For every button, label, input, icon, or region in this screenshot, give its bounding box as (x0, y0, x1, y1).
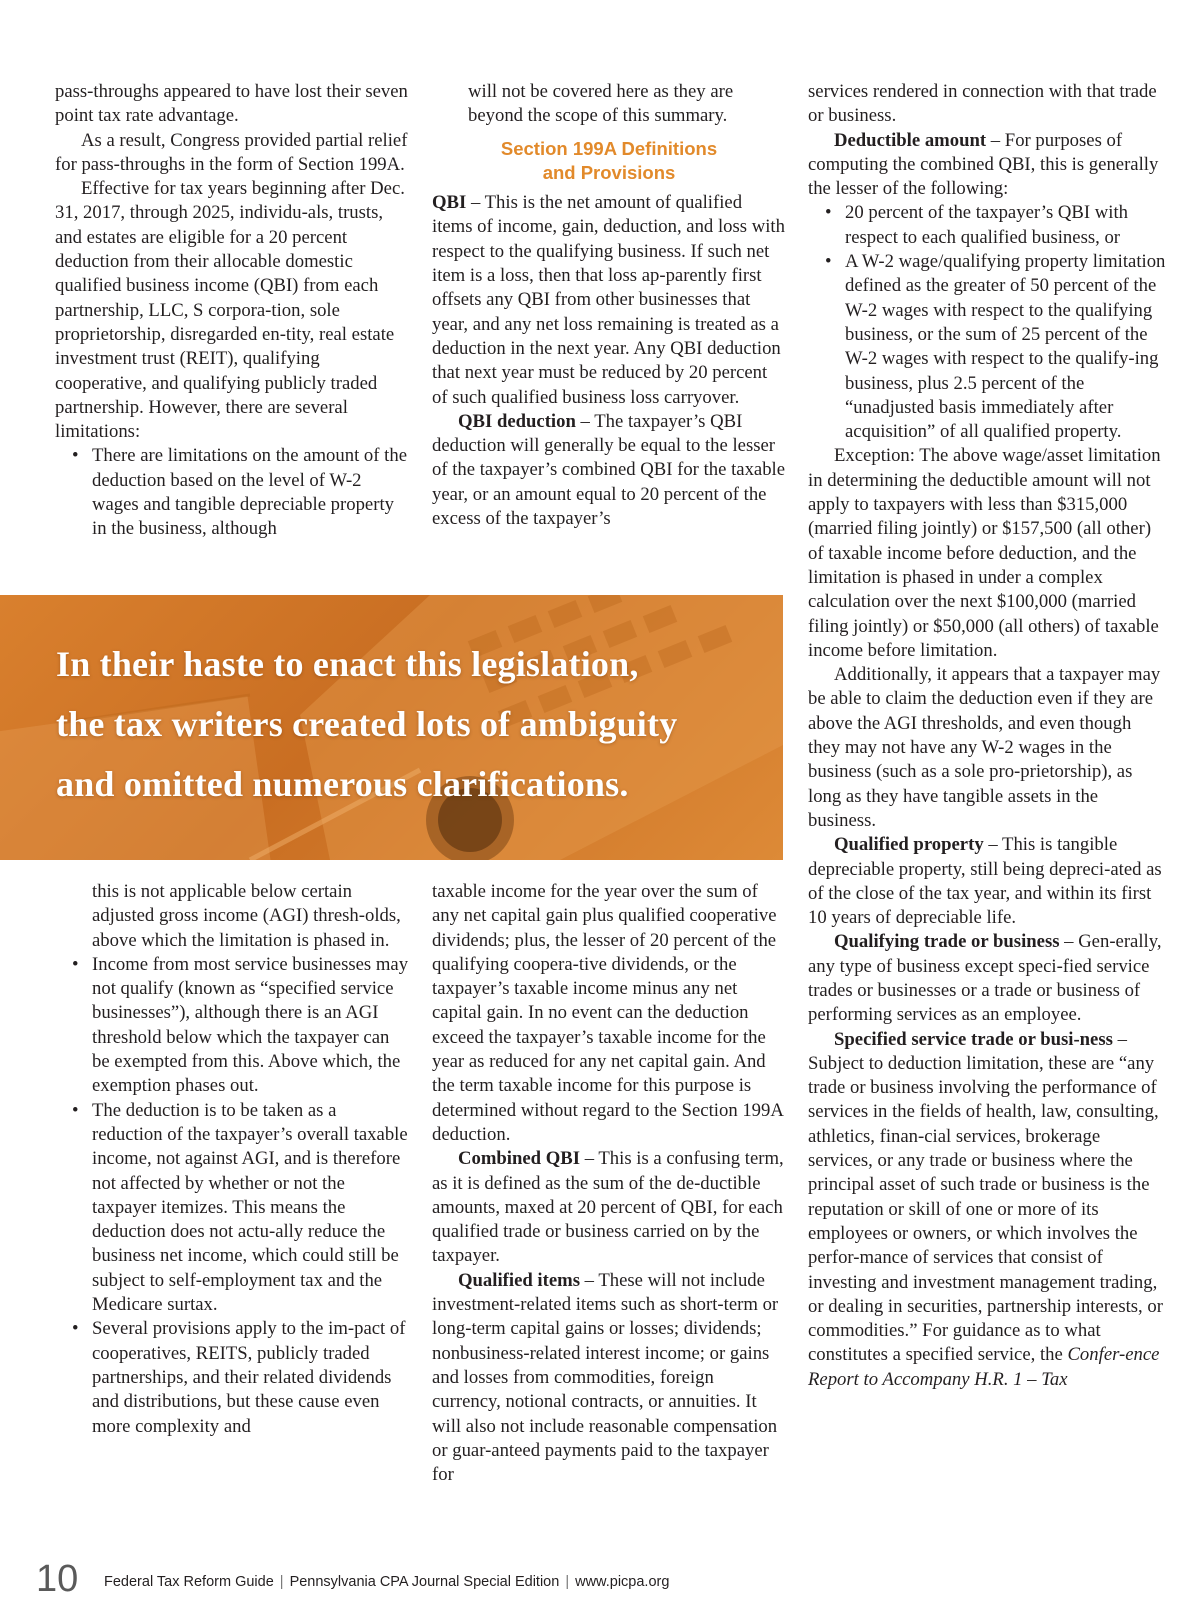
paragraph: taxable income for the year over the sum of any net capital gain plus qualified cooperative dividends; plus, the lesser of 20 percent of the qualifying coopera-tive dividends, or the taxpayer’s taxable income minus any net capital gain. In no event can the deduction exceed the taxpayer’s taxable income for the year as reduced for any net capital gain. And the term taxable income for this purpose is determined without regard to the Section 199A deduction. (432, 881, 783, 1145)
website-link[interactable]: www.picpa.org (575, 1574, 670, 1590)
definition-qbi-deduction (432, 410, 786, 531)
paragraph: Additionally, it appears that a taxpayer may be able to claim the deduction even if they are above the AGI thresholds, and even though they may not have any W-2 wages in the business (such as a sole pro-prietorship), as long as they have tangible assets in the business. (808, 664, 1161, 831)
definition-qbi (432, 191, 786, 410)
list-item: • 20 percent of the taxpayer’s QBI with respect to each qualified business, or (808, 201, 1168, 250)
limitations-list-continued (55, 880, 409, 1439)
term: Qualified property (834, 834, 984, 856)
column-3 (808, 80, 1168, 1392)
paragraph: As a result, Congress provided partial relief for pass-throughs in the form of Section 199A. (55, 129, 408, 175)
limitations-list (55, 444, 409, 541)
definition-qualified-items (432, 1269, 786, 1488)
pull-quote-line: the tax writers created lots of ambiguity (56, 704, 678, 744)
definition-text: – This is tangible depreciable property, still being depreci-ated as of the close of the tax year, and within its first 10 years of depreciable life. (808, 834, 1162, 929)
footer-separator: | (279, 1574, 284, 1590)
deductible-list (808, 201, 1168, 444)
column-1-bottom (55, 880, 409, 1439)
pull-quote-line: and omitted numerous clarifications. (56, 764, 629, 804)
term: Specified service trade or busi-ness (834, 1028, 1113, 1050)
definition-text: – This is a confusing term, as it is defined as the sum of the de-ductible amounts, maxed at 20 percent of QBI, for each qualified trade or business carried on by the taxpayer. (432, 1148, 784, 1267)
definition-text: – For purposes of computing the combined QBI, this is generally the lesser of the following: (808, 129, 1159, 200)
term: Deductible amount (834, 129, 987, 151)
column-2-bottom (432, 880, 786, 1487)
definition-qualifying-trade (808, 930, 1168, 1027)
paragraph: Exception: The above wage/asset limitation in determining the deductible amount will not apply to taxpayers with less than $315,000 (married filing jointly) or $157,500 (all other) of taxable income before deduction, and the limitation is phased in under a complex calculation over the next $100,000 (married filing jointly) or $50,000 (all others) of taxable income before limitation. (808, 445, 1161, 661)
list-item: • A W-2 wage/qualifying property limitation defined as the greater of 50 percent of the W-2 wages with respect to the qualifying business, or the sum of 25 percent of the W-2 wages with respect to the qualify-ing business, plus 2.5 percent of the “unadjusted basis immediately after acquisition” of all qualified property. (808, 250, 1168, 444)
footer-text (104, 1573, 669, 1591)
term: Combined QBI (458, 1148, 581, 1170)
column-1-top (55, 80, 409, 542)
pull-quote-banner (0, 595, 783, 860)
paragraph: pass-throughs appeared to have lost their seven point tax rate advantage. (55, 81, 408, 127)
pull-quote (56, 634, 776, 814)
footer-separator: | (565, 1574, 570, 1590)
paragraph: services rendered in connection with that trade or business. (808, 81, 1157, 127)
term: QBI deduction (458, 410, 576, 432)
publication-title: Federal Tax Reform Guide (104, 1574, 274, 1590)
pull-quote-line: In their haste to enact this legislation, (56, 644, 639, 684)
paragraph: Effective for tax years beginning after Dec. 31, 2017, through 2025, individu-als, trusts, and estates are eligible for a 20 percent deduction from their allocable domestic qualified business income (QBI) from each partnership, LLC, S corpora-tion, sole proprietorship, disregarded en-tity, real estate investment trust (REIT), qualifying cooperative, and qualifying publicly traded partnership. However, there are several limitations: (55, 178, 405, 443)
term: Qualifying trade or business (834, 931, 1060, 953)
definition-text: – Gen-erally, any type of business except speci-fied service trades or businesses or a trade or business of performing services as an employee. (808, 931, 1162, 1026)
list-item: • Several provisions apply to the im-pact of cooperatives, REITS, publicly traded partnerships, and their related dividends and distributions, but these cause even more complexity and (55, 1317, 409, 1438)
term: QBI (432, 192, 467, 214)
page-footer (0, 1560, 1200, 1600)
list-item: • The deduction is to be taken as a reduction of the taxpayer’s overall taxable income, not against AGI, and is therefore not affected by whether or not the taxpayer itemizes. This means the deduction does not actu-ally reduce the business net income, which could still be subject to self-employment tax and the Medicare surtax. (55, 1099, 409, 1318)
definition-specified-service (808, 1028, 1168, 1392)
definition-text: – This is the net amount of qualified items of income, gain, deduction, and loss with respect to the qualifying business. If such net item is a loss, then that loss ap-parently first offsets any QBI from other businesses that year, and any net loss remaining is treated as a deduction in the next year. Any QBI deduction that next year must be reduced by 20 percent of such qualified business loss carryover. (432, 192, 785, 408)
paragraph: will not be covered here as they are beyond the scope of this summary. (468, 81, 734, 127)
definition-text: – The taxpayer’s QBI deduction will generally be equal to the lesser of the taxpayer’s combined QBI for the taxable year, or an amount equal to 20 percent of the excess of the taxpayer’s (432, 410, 786, 530)
list-item: • Income from most service businesses may not qualify (known as “specified service businesses”), although there is an AGI threshold below which the taxpayer can be exempted from this. Above which, the exemption phases out. (55, 953, 409, 1099)
section-heading (432, 137, 786, 186)
definition-text: – Subject to deduction limitation, these are “any trade or business involving the performance of services in the fields of health, law, consulting, athletics, finan-cial services, brokerage services, or any trade or business where the principal asset of such trade or business is the reputation or skill of one or more of its employees or owners, or which involves the perfor-mance of services that consist of investing and investment management trading, or dealing in securities, partnership interests, or commodities.” For guidance as to what constitutes a specified service, the (808, 1028, 1163, 1366)
column-2-top (432, 80, 786, 531)
edition-title: Pennsylvania CPA Journal Special Edition (289, 1574, 560, 1590)
section-heading-line: and Provisions (542, 161, 676, 183)
definition-text: – These will not include investment-related items such as short-term or long-term capital gains or losses; dividends; nonbusiness-related interest income; or gains and losses from commodities, foreign currency, notional contracts, or annuities. It will also not include reasonable compensation or guar-anteed payments paid to the taxpayer for (432, 1269, 779, 1486)
list-item: • There are limitations on the amount of the deduction based on the level of W-2 wages and tangible depreciable property in the business, although (55, 444, 409, 541)
term: Qualified items (458, 1269, 580, 1291)
definition-combined-qbi (432, 1147, 786, 1268)
page-number: 10 (36, 1558, 79, 1600)
italic-citation: Confer-ence Report to Accompany H.R. 1 – Tax (808, 1344, 1160, 1390)
section-heading-line: Section 199A Definitions (500, 137, 718, 159)
list-item-continued: this is not applicable below certain adjusted gross income (AGI) thresh-olds, above which the limitation is phased in. (92, 881, 401, 951)
definition-deductible-amount (808, 129, 1168, 202)
definition-qualified-property (808, 833, 1168, 930)
